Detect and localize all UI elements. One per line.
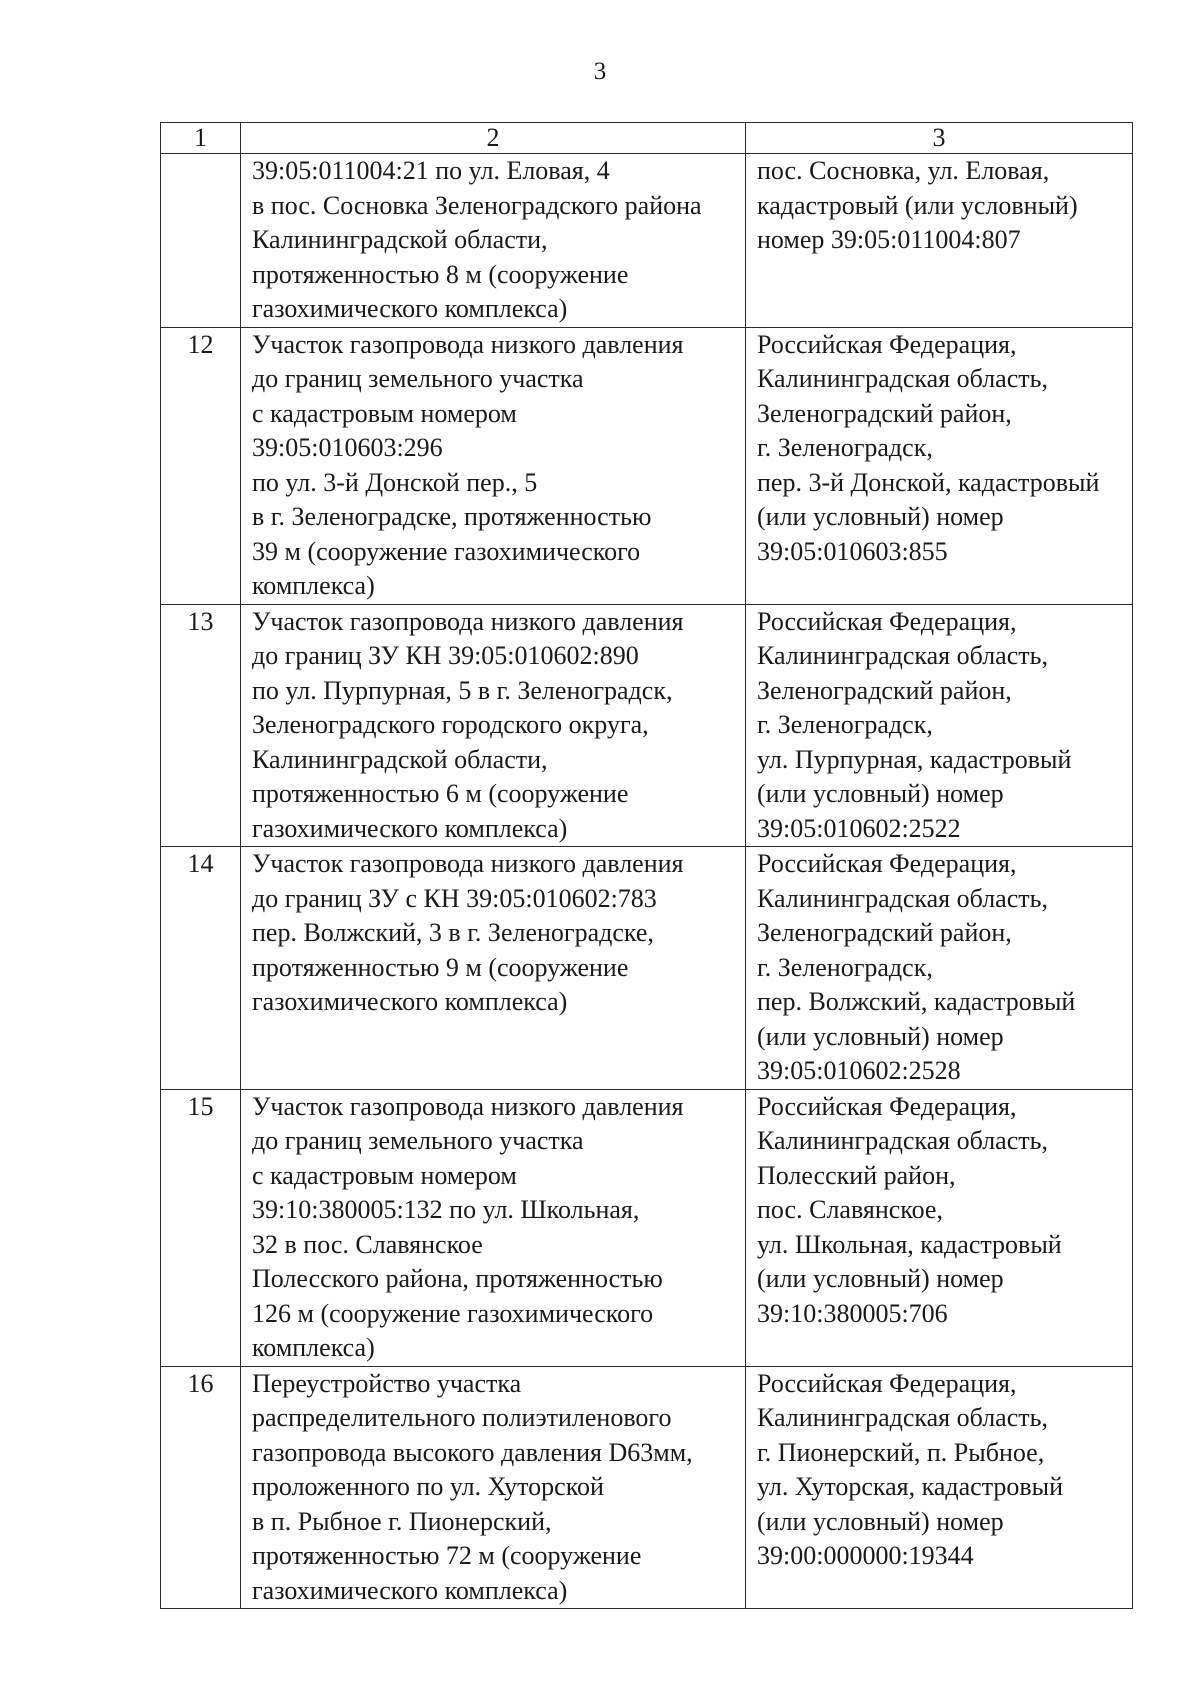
location-line: Российская Федерация, (757, 1091, 1017, 1121)
location-line: 39:05:010603:855 (757, 536, 948, 566)
location-line: ул. Школьная, кадастровый (757, 1229, 1062, 1259)
location-line: пер. 3-й Донской, кадастровый (757, 467, 1100, 497)
location-cell (746, 604, 1133, 847)
location-line: г. Пионерский, п. Рыбное, (757, 1437, 1045, 1467)
description-line: 32 в пос. Славянское (252, 1229, 483, 1259)
column-header-description: 2 (241, 123, 746, 154)
row-number-cell: 14 (161, 847, 241, 1090)
table-header-row (161, 123, 1133, 154)
row-number-cell: 15 (161, 1089, 241, 1366)
description-cell (241, 154, 746, 328)
location-line: 39:05:010602:2528 (757, 1056, 961, 1085)
description-line: по ул. 3-й Донской пер., 5 (252, 467, 538, 497)
row-number-cell: 13 (161, 604, 241, 847)
location-line: Калининградская область, (757, 1126, 1048, 1155)
description-line: до границ земельного участка (252, 1126, 584, 1155)
location-line: Российская Федерация, (757, 849, 1017, 878)
table-row (161, 327, 1133, 604)
description-line: Участок газопровода низкого давления (252, 1091, 684, 1121)
description-line: протяженностью 8 м (сооружение (252, 259, 629, 289)
location-line: Зеленоградский район, (757, 398, 1012, 428)
description-line: Калининградской области, (252, 225, 548, 254)
description-line: 39 м (сооружение газохимического (252, 536, 641, 566)
location-line: ул. Пурпурная, кадастровый (757, 744, 1072, 774)
location-line: пос. Славянское, (757, 1195, 943, 1224)
description-line: 39:05:011004:21 по ул. Еловая, 4 (252, 156, 610, 185)
location-line: пос. Сосновка, ул. Еловая, (757, 156, 1050, 185)
description-line: Участок газопровода низкого давления (252, 606, 684, 636)
location-line: Калининградская область, (757, 883, 1048, 913)
description-line: 39:05:010603:296 (252, 433, 443, 462)
description-line: протяженностью 9 м (сооружение (252, 952, 629, 982)
location-line: Калининградская область, (757, 1403, 1048, 1432)
row-number-cell: 16 (161, 1366, 241, 1609)
location-cell (746, 847, 1133, 1090)
description-line: Калининградской области, (252, 744, 548, 774)
description-line: 39:10:380005:132 по ул. Школьная, (252, 1195, 640, 1224)
table-row (161, 847, 1133, 1090)
description-line: в п. Рыбное г. Пионерский, (252, 1506, 552, 1536)
description-line: комплекса) (252, 1333, 375, 1362)
location-line: г. Зеленоградск, (757, 710, 933, 739)
location-line: номер 39:05:011004:807 (757, 225, 1021, 254)
location-line: (или условный) номер (757, 1264, 1004, 1293)
description-cell (241, 1366, 746, 1609)
description-line: проложенного по ул. Хуторской (252, 1472, 604, 1501)
description-line: газопровода высокого давления D63мм, (252, 1437, 693, 1467)
location-line: (или условный) номер (757, 502, 1004, 531)
description-cell (241, 1089, 746, 1366)
location-line: Зеленоградский район, (757, 675, 1012, 705)
location-line: Российская Федерация, (757, 606, 1017, 636)
location-cell (746, 1366, 1133, 1609)
table-row (161, 1366, 1133, 1609)
location-line: (или условный) номер (757, 1506, 1004, 1536)
registry-table (160, 122, 1133, 1609)
column-header-location: 3 (746, 123, 1133, 154)
page-number: 3 (593, 58, 607, 85)
description-line: Зеленоградского городского округа, (252, 710, 649, 739)
location-line: г. Зеленоградск, (757, 952, 933, 982)
table-row (161, 604, 1133, 847)
location-line: 39:05:010602:2522 (757, 813, 961, 843)
description-line: газохимического комплекса) (252, 294, 568, 323)
description-line: с кадастровым номером (252, 398, 517, 428)
description-line: Участок газопровода низкого давления (252, 849, 684, 878)
location-line: ул. Хуторская, кадастровый (757, 1472, 1064, 1501)
location-line: Российская Федерация, (757, 329, 1017, 359)
location-line: кадастровый (или условный) (757, 190, 1078, 220)
location-line: (или условный) номер (757, 779, 1004, 808)
table-row (161, 154, 1133, 328)
location-line: (или условный) номер (757, 1021, 1004, 1051)
location-line: г. Зеленоградск, (757, 433, 933, 462)
description-cell (241, 327, 746, 604)
description-cell (241, 604, 746, 847)
description-line: Участок газопровода низкого давления (252, 329, 684, 359)
description-line: газохимического комплекса) (252, 813, 568, 843)
description-line: до границ ЗУ КН 39:05:010602:890 (252, 641, 639, 670)
description-line: Переустройство участка (252, 1368, 522, 1398)
table-row (161, 1089, 1133, 1366)
table-body (161, 154, 1133, 1609)
description-cell (241, 847, 746, 1090)
location-line: Калининградская область, (757, 364, 1048, 393)
row-number-cell: 12 (161, 327, 241, 604)
description-line: пер. Волжский, 3 в г. Зеленоградске, (252, 918, 654, 947)
location-line: Полесский район, (757, 1160, 956, 1190)
row-number-cell (161, 154, 241, 328)
description-line: комплекса) (252, 571, 375, 600)
location-cell (746, 154, 1133, 328)
location-line: Калининградская область, (757, 641, 1048, 670)
description-line: распределительного полиэтиленового (252, 1403, 672, 1432)
column-header-number: 1 (161, 123, 241, 154)
location-line: 39:10:380005:706 (757, 1298, 948, 1328)
description-line: газохимического комплекса) (252, 1575, 568, 1605)
location-line: 39:00:000000:19344 (757, 1541, 974, 1570)
description-line: с кадастровым номером (252, 1160, 517, 1190)
description-line: протяженностью 72 м (сооружение (252, 1541, 642, 1570)
description-line: в г. Зеленоградске, протяженностью (252, 502, 652, 531)
location-cell (746, 327, 1133, 604)
description-line: в пос. Сосновка Зеленоградского района (252, 190, 702, 220)
description-line: Полесского района, протяженностью (252, 1264, 663, 1293)
location-line: Российская Федерация, (757, 1368, 1017, 1398)
description-line: газохимического комплекса) (252, 987, 568, 1016)
description-line: протяженностью 6 м (сооружение (252, 779, 629, 808)
description-line: по ул. Пурпурная, 5 в г. Зеленоградск, (252, 675, 673, 705)
location-line: Зеленоградский район, (757, 918, 1012, 947)
description-line: до границ ЗУ с КН 39:05:010602:783 (252, 883, 657, 913)
description-line: 126 м (сооружение газохимического (252, 1298, 654, 1328)
location-cell (746, 1089, 1133, 1366)
location-line: пер. Волжский, кадастровый (757, 987, 1076, 1016)
description-line: до границ земельного участка (252, 364, 584, 393)
